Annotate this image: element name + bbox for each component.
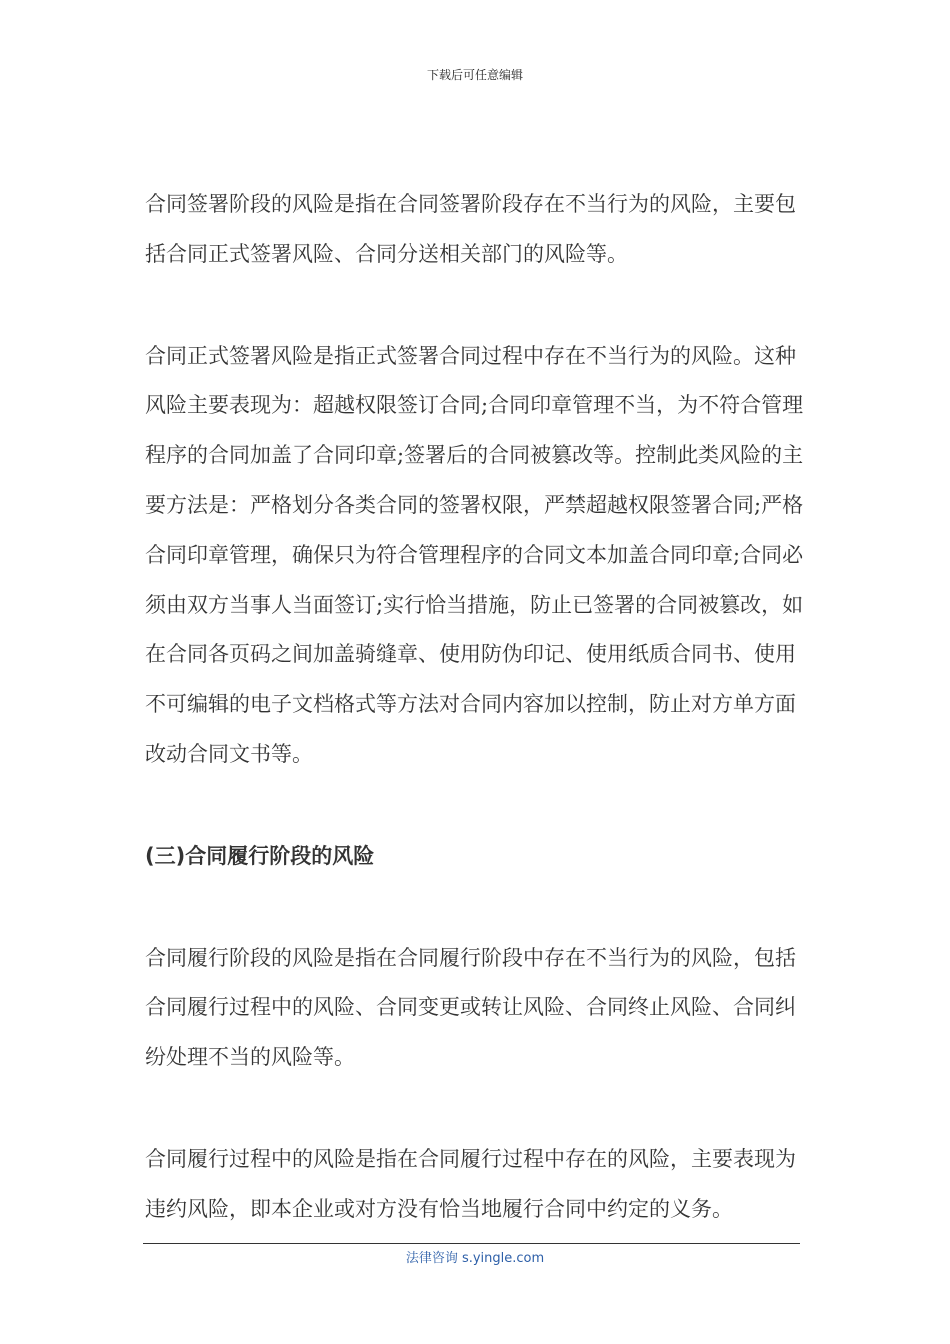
document-body: [145, 180, 810, 1287]
section-heading-performance-risk: (三)合同履行阶段的风险: [145, 843, 375, 868]
paragraph-formal-signing-risk: 合同正式签署风险是指正式签署合同过程中存在不当行为的风险。这种风险主要表现为：超越权限签订合同;合同印章管理不当，为不符合管理程序的合同加盖了合同印章;签署后的合同被篡改等。控制此类风险的主要方法是：严格划分各类合同的签署权限，严禁超越权限签署合同;严格合同印章管理，确保只为符合管理程序的合同文本加盖合同印章;合同必须由双方当事人当面签订;实行恰当措施，防止已签署的合同被篡改，如在合同各页码之间加盖骑缝章、使用防伪印记、使用纸质合同书、使用不可编辑的电子文档格式等方法对合同内容加以控制，防止对方单方面改动合同文书等。: [145, 343, 804, 766]
page-header: 下载后可任意编辑: [426, 68, 523, 82]
paragraph-signing-stage-risk: 合同签署阶段的风险是指在合同签署阶段存在不当行为的风险，主要包括合同正式签署风险、合同分送相关部门的风险等。: [145, 192, 796, 266]
paragraph-performance-stage-risk: 合同履行阶段的风险是指在合同履行阶段中存在不当行为的风险，包括合同履行过程中的风险、合同变更或转让风险、合同终止风险、合同纠纷处理不当的风险等。: [145, 945, 796, 1070]
footer-link[interactable]: 法律咨询 s.yingle.com: [405, 1251, 545, 1266]
paragraph-performance-process-risk: 合同履行过程中的风险是指在合同履行过程中存在的风险，主要表现为违约风险，即本企业或对方没有恰当地履行合同中约定的义务。: [145, 1146, 796, 1221]
footer-divider: [143, 1243, 800, 1244]
